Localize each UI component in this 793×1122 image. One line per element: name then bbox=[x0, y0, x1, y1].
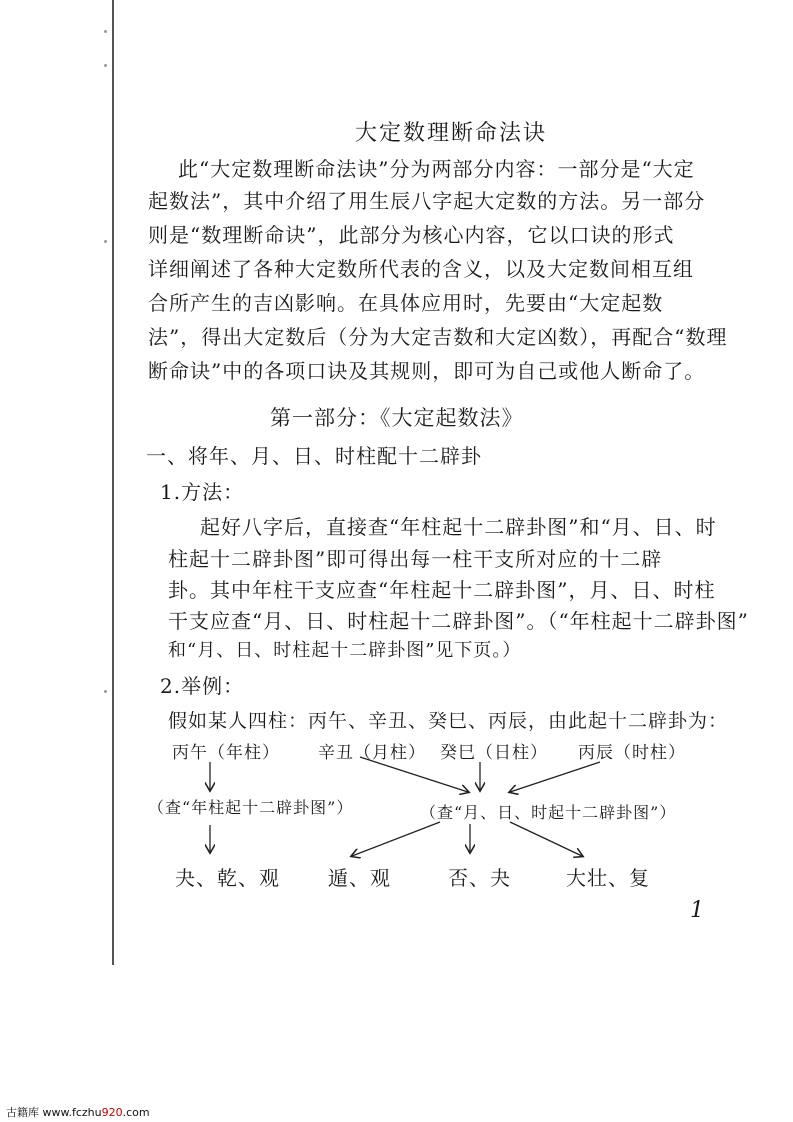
intro-line: 合所产生的吉凶影响。在具体应用时，先要由“大定起数 bbox=[148, 291, 664, 315]
method-line: 和“月、日、时柱起十二辟卦图”见下页。） bbox=[168, 640, 522, 661]
method-line: 柱起十二辟卦图”即可得出每一柱干支所对应的十二辟 bbox=[168, 547, 663, 571]
pillar-name: 丙午 bbox=[172, 743, 208, 763]
document-title: 大定数理断命法诀 bbox=[355, 121, 548, 146]
result-month: 遁、观 bbox=[328, 866, 391, 890]
pillar-note: （日柱） bbox=[476, 743, 548, 763]
arrow-lookup-to-hour-result bbox=[510, 822, 582, 856]
method-line: 起好八字后，直接查“年柱起十二辟卦图”和“月、日、时 bbox=[200, 515, 717, 539]
pillar-name: 癸巳 bbox=[440, 743, 476, 763]
pillar-note: （年柱） bbox=[208, 743, 280, 763]
section-heading: 一、将年、月、日、时柱配十二辟卦 bbox=[146, 444, 482, 468]
intro-line: 起数法”，其中介绍了用生辰八字起大定数的方法。另一部分 bbox=[148, 189, 706, 213]
intro-line: 法”，得出大定数后（分为大定吉数和大定凶数），再配合“数理 bbox=[148, 325, 728, 349]
example-intro: 假如某人四柱：丙午、辛丑、癸巳、丙辰，由此起十二辟卦为： bbox=[168, 710, 729, 732]
lookup-year-chart: （查“年柱起十二辟卦图”） bbox=[148, 798, 354, 817]
method-heading: 1.方法： bbox=[160, 480, 245, 504]
result-year: 夬、乾、观 bbox=[175, 866, 280, 890]
method-line: 卦。其中年柱干支应查“年柱起十二辟卦图”，月、日、时柱 bbox=[168, 578, 716, 602]
footer-site-name: 古籍库 bbox=[6, 1106, 39, 1119]
pillar-note: （时柱） bbox=[614, 743, 686, 763]
example-heading: 2.举例： bbox=[160, 674, 245, 698]
part-title: 第一部分：《大定起数法》 bbox=[270, 406, 524, 430]
arrow-lookup-to-month-result bbox=[352, 822, 440, 856]
method-line: 干支应查“月、日、时柱起十二辟卦图”。（“年柱起十二辟卦图” bbox=[168, 609, 749, 633]
result-day: 否、夬 bbox=[448, 866, 511, 890]
intro-line: 详细阐述了各种大定数所代表的含义，以及大定数间相互组 bbox=[148, 257, 694, 281]
page-number: 1 bbox=[690, 898, 705, 923]
arrow-hour-to-lookup bbox=[510, 762, 600, 792]
intro-line: 断命诀”中的各项口诀及其规则，即可为自己或他人断命了。 bbox=[148, 359, 706, 383]
source-footer bbox=[6, 1104, 150, 1120]
lookup-mdh-chart: （查“月、日、时起十二辟卦图”） bbox=[420, 803, 677, 822]
result-hour: 大壮、复 bbox=[566, 866, 650, 890]
pillar-name: 辛丑 bbox=[318, 743, 354, 763]
footer-url[interactable]: www.fczhu920.com bbox=[42, 1106, 150, 1119]
intro-line: 则是“数理断命诀”，此部分为核心内容，它以口诀的形式 bbox=[148, 223, 675, 247]
arrow-month-to-lookup bbox=[360, 757, 468, 792]
intro-line: 此“大定数理断命法诀”分为两部分内容：一部分是“大定 bbox=[178, 157, 695, 181]
pillar-name: 丙辰 bbox=[578, 743, 614, 763]
pillar-note: （月柱） bbox=[354, 743, 426, 763]
